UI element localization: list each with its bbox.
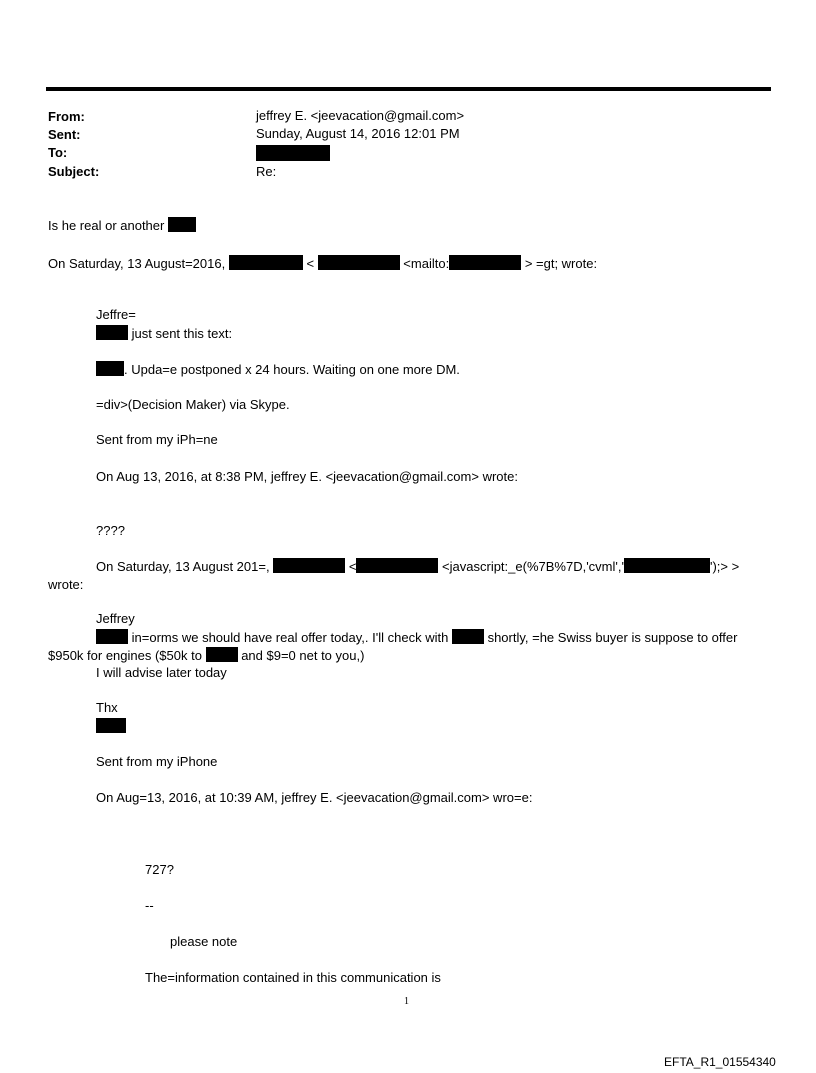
to-label: To: <box>48 145 68 160</box>
body-line: . Upda=e postponed x 24 hours. Waiting on one more DM. <box>96 361 460 377</box>
body-line: Sent from my iPh=ne <box>96 432 218 447</box>
body-line: On Aug=13, 2016, at 10:39 AM, jeffrey E. <jeevacation@gmail.com> wro=e: <box>96 790 533 805</box>
signature-redaction <box>96 718 126 734</box>
redaction <box>273 558 345 573</box>
from-label: From: <box>48 109 85 124</box>
sent-value: Sunday, August 14, 2016 12:01 PM <box>256 126 460 141</box>
sent-label: Sent: <box>48 127 81 142</box>
subject-label: Subject: <box>48 164 100 179</box>
header-rule <box>46 87 771 91</box>
body-line: Jeffre= <box>96 307 136 322</box>
document-id: EFTA_R1_01554340 <box>664 1055 776 1069</box>
body-line: in=orms we should have real offer today,. I'll check with shortly, =he Swiss buyer is suppose to offer <box>96 629 737 645</box>
redaction <box>624 558 710 573</box>
body-line: Sent from my iPhone <box>96 754 218 769</box>
redaction <box>229 255 303 270</box>
body-line: On Saturday, 13 August=2016, < <mailto: > =gt; wrote: <box>48 256 598 271</box>
body-line: just sent this text: <box>96 325 232 341</box>
body-line: Is he real or another <box>48 217 196 233</box>
redaction <box>96 361 124 376</box>
body-line: I will advise later today <box>96 665 227 680</box>
redaction <box>318 255 400 270</box>
body-line: 727? <box>145 862 174 877</box>
body-line: $950k for engines ($50k to and $9=0 net to you,) <box>48 648 365 663</box>
body-line: please note <box>170 934 238 949</box>
body-line: =div>(Decision Maker) via Skype. <box>96 397 290 412</box>
body-line: ???? <box>96 523 125 538</box>
subject-value: Re: <box>256 164 277 179</box>
body-line: wrote: <box>48 577 84 592</box>
redaction <box>449 255 521 270</box>
body-line: On Aug 13, 2016, at 8:38 PM, jeffrey E. <jeevacation@gmail.com> wrote: <box>96 469 518 484</box>
to-value-redaction <box>256 145 330 162</box>
body-line: The=information contained in this communication is <box>145 970 441 985</box>
page-number: 1 <box>404 996 409 1007</box>
body-line: Jeffrey <box>96 611 135 626</box>
redaction <box>168 217 196 232</box>
redaction <box>96 629 128 644</box>
redaction <box>96 325 128 340</box>
from-value: jeffrey E. <jeevacation@gmail.com> <box>256 108 465 123</box>
body-line: -- <box>145 898 154 913</box>
redaction <box>206 647 238 662</box>
redaction <box>452 629 484 644</box>
redaction <box>356 558 438 573</box>
body-line: On Saturday, 13 August 201=, < <javascript:_e(%7B%7D,'cvml',' ');> > <box>96 559 740 574</box>
body-line: Thx <box>96 700 118 715</box>
